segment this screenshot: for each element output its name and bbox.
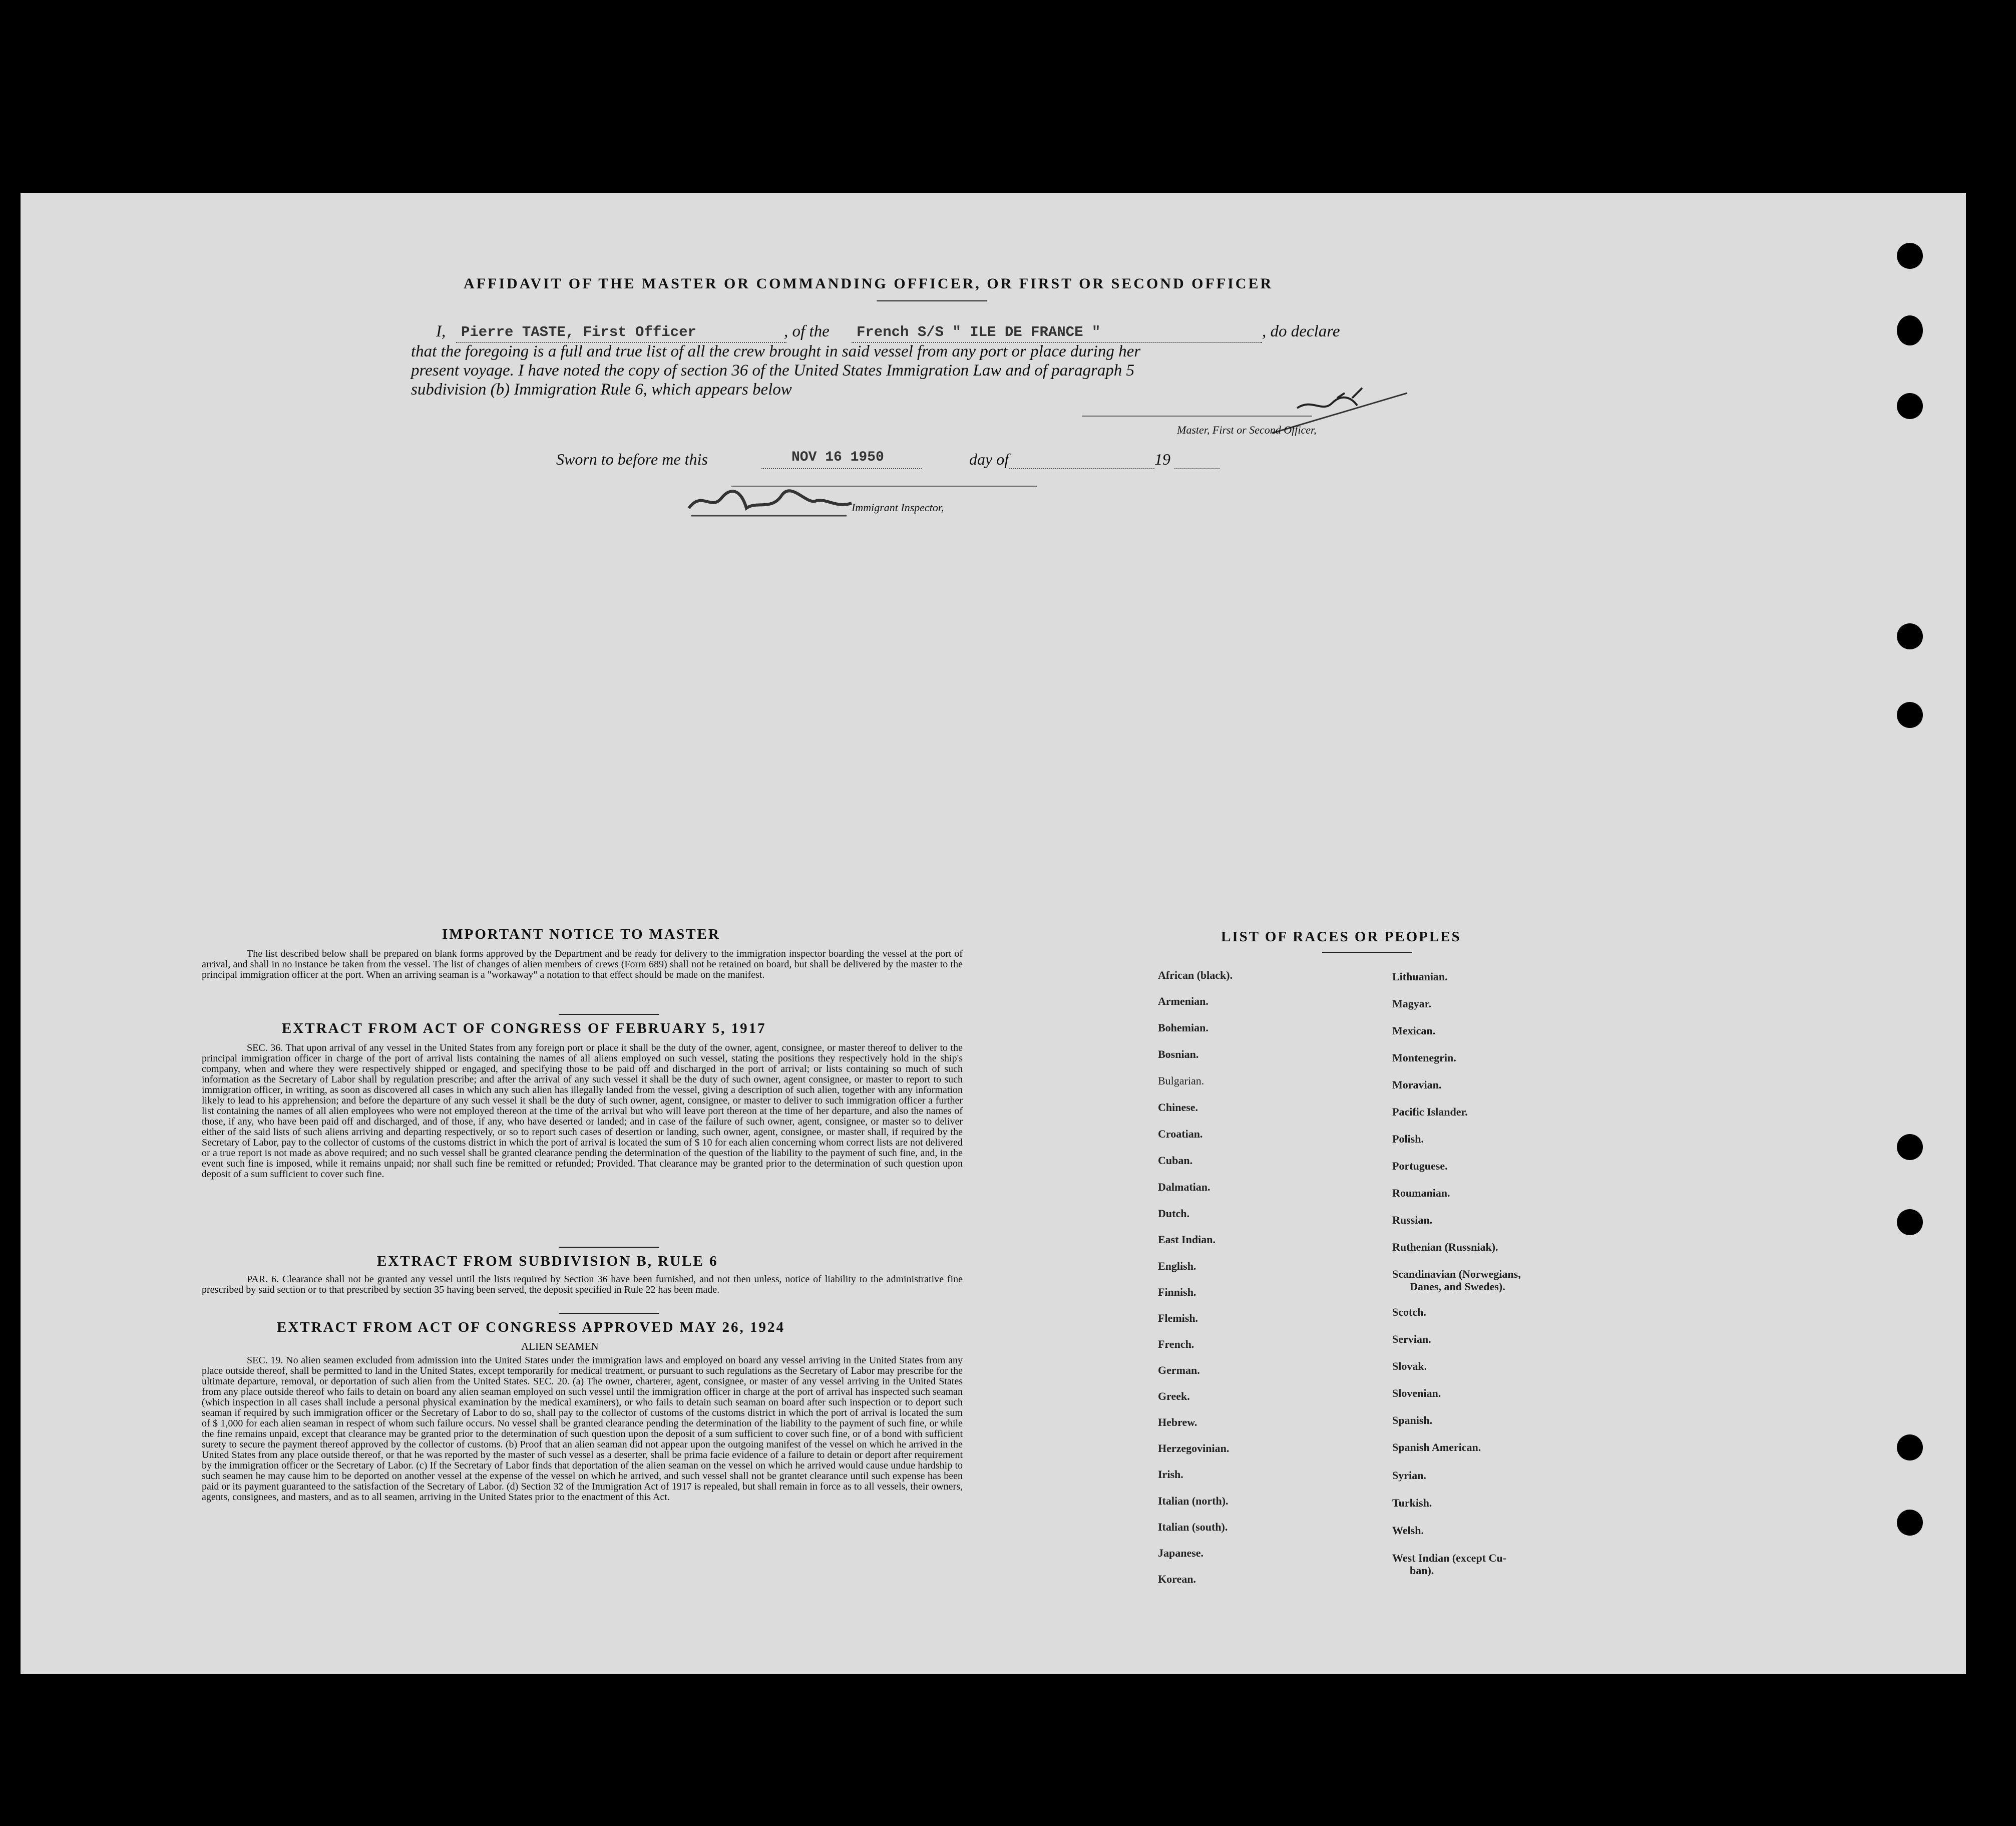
race-left: Dalmatian. xyxy=(1158,1181,1211,1193)
extract-1924-title: EXTRACT FROM ACT OF CONGRESS APPROVED MAY 26, 1924 xyxy=(277,1319,785,1335)
race-right: Scandinavian (Norwegians, xyxy=(1392,1268,1521,1280)
race-left: German. xyxy=(1158,1364,1200,1376)
officer-title: Master, First or Second Officer, xyxy=(1177,424,1317,436)
race-left: English. xyxy=(1158,1260,1196,1272)
race-right: Danes, and Swedes). xyxy=(1410,1280,1505,1293)
race-left: Armenian. xyxy=(1158,995,1208,1007)
race-right: Russian. xyxy=(1392,1214,1433,1226)
extract-1917-text: SEC. 36. That upon arrival of any vessel in the United States from any foreign port or place it shall be the duty of the owner, agent, consignee, or master thereof to deliver to the principal immigration officer in charge of the port of arrival lists containing the names of all aliens employed on such vessel, stating the positions they respectively hold in the ship's company, when and where they were respectively shipped or engaged, and specifying those to be paid off and discharged in the port of arrival; or lists containing so much of such information as the Secretary of Labor shall by regulation prescribe; and after the arrival of any such vessel it shall be the duty of such owner, agent consignee, or master to report to such immigration officer, in writing, as soon as discovered all cases in which any such alien has illegally landed from the vessel, giving a description of such alien, together with any information likely to lead to his apprehension; and before the departure of any such vessel it shall be the duty of such owner, agent, consignee, or master to deliver to such immigration officer a further list containing the names of all alien employees who were not employed thereon at the time of the arrival but who will leave port thereon at the time of her departure, and also the names of those, if any, who have been paid off and discharged, and of those, if any, who have deserted or landed; and in case of the failure of such owner, agent, consignee, or master so to deliver either of the said lists of such aliens arriving and departing respectively, or so to report such cases of desertion or landing, such owner, agent, consignee, or master shall, if required by the Secretary of Labor, pay to the collector of customs of the customs district in which the port of arrival is located the sum of $ 10 for each alien concerning whom correct lists are not delivered or a true report is not made as above required; and no such vessel shall be granted clearance pending the determination of the question of the liability to the payment of such fine, and, in the event such fine is imposed, while it remains unpaid; nor shall such fine be remitted or refunded; Provided. That clearance may be granted prior to the determination of such question upon deposit of a sum sufficient to cover such fine. xyxy=(202,1042,963,1180)
race-right: Ruthenian (Russniak). xyxy=(1392,1241,1498,1253)
race-left: Flemish. xyxy=(1158,1312,1198,1324)
race-right: Mexican. xyxy=(1392,1024,1436,1037)
punch-hole xyxy=(1897,243,1923,269)
race-left: Italian (north). xyxy=(1158,1495,1229,1507)
race-left: Korean. xyxy=(1158,1573,1196,1585)
race-left: Irish. xyxy=(1158,1468,1183,1481)
punch-hole xyxy=(1897,393,1923,419)
race-right: Slovenian. xyxy=(1392,1387,1441,1399)
rule6-text: PAR. 6. Clearance shall not be granted any vessel until the lists required by Section 36 have been furnished, and not then unless, notice of liability to the administrative fine prescribed by said section or to that prescribed by section 35 having been served, the deposit specified in Rule 22 has been made. xyxy=(202,1274,963,1295)
affidavit-title: AFFIDAVIT OF THE MASTER OR COMMANDING OFFICER, OR FIRST OR SECOND OFFICER xyxy=(464,275,1274,292)
vessel-name: French S/S " ILE DE FRANCE " xyxy=(857,324,1101,340)
punch-hole xyxy=(1897,315,1923,345)
punch-hole xyxy=(1897,1209,1923,1235)
punch-hole xyxy=(1897,702,1923,728)
race-left: Croatian. xyxy=(1158,1128,1203,1140)
race-right: ban). xyxy=(1410,1564,1434,1577)
race-right: Montenegrin. xyxy=(1392,1051,1456,1064)
notice-text: The list described below shall be prepared on blank forms approved by the Department and be ready for delivery to the immigration inspector boarding the vessel at the port of arrival, and shall in no instance be taken from the vessel. The list of changes of alien members of crews (Form 689) shall not be retained on board, but shall be delivered by the master to the principal immigration officer at the port. When an arriving seaman is a "workaway" a notation to that effect should be made on the manifest. xyxy=(202,948,963,980)
race-right: Welsh. xyxy=(1392,1524,1424,1537)
rule6-title: EXTRACT FROM SUBDIVISION B, RULE 6 xyxy=(377,1253,718,1269)
title-rule xyxy=(877,300,987,301)
punch-hole xyxy=(1897,623,1923,649)
race-left: French. xyxy=(1158,1338,1194,1350)
punch-hole xyxy=(1897,1434,1923,1460)
inspector-line xyxy=(731,486,1037,487)
affidavit-body-line2: present voyage. I have noted the copy of section 36 of the United States Immigration Law and of paragraph 5 xyxy=(411,361,1135,380)
race-right: Portuguese. xyxy=(1392,1160,1448,1172)
race-left: Bohemian. xyxy=(1158,1021,1208,1034)
inspector-label: Immigrant Inspector, xyxy=(852,501,944,514)
race-right: Polish. xyxy=(1392,1133,1424,1145)
extract-1924-subtitle: ALIEN SEAMEN xyxy=(521,1340,599,1352)
race-right: Spanish. xyxy=(1392,1414,1433,1426)
race-left: Chinese. xyxy=(1158,1101,1198,1114)
race-left: Cuban. xyxy=(1158,1154,1193,1167)
race-right: Lithuanian. xyxy=(1392,970,1448,983)
race-left: Bulgarian. xyxy=(1158,1074,1204,1087)
document-sheet xyxy=(21,193,1966,1674)
race-left: Bosnian. xyxy=(1158,1048,1199,1060)
race-right: Moravian. xyxy=(1392,1078,1442,1091)
race-right: Scotch. xyxy=(1392,1306,1426,1318)
sworn-label: Sworn to before me this xyxy=(556,450,708,468)
extract-1924-text: SEC. 19. No alien seamen excluded from admission into the United States under the immigration laws and employed on board any vessel arriving in the United States from any place outside thereof, shall be permitted to land in the United States, except temporarily for medical treatment, or pursuant to such regulations as the Secretary of Labor may prescribe for the ultimate departure, removal, or deportation of such alien from the United States. SEC. 20. (a) The owner, charterer, agent, consignee, or master of any vessel arriving in the United States from any place outside thereof who fails to detain on board any alien seaman employed on such vessel until the immigration officer in charge at the port of arrival has inspected such seaman (which inspection in all cases shall include a personal physical examination by the medical examiners), or who fails to detain such seaman on board after such inspection or to deport such seaman if required by such immigration officer or the Secretary of Labor to do so, shall pay to the collector of customs of the customs district in which the port of arrival is located the sum of $ 1,000 for each alien seaman in respect of whom such failure occurs. No vessel shall be granted clearance pending the determination of the liability to the payment of such fine, or while the fine remains unpaid, except that clearance may be granted prior to the determination of such question upon the deposit of a sum sufficient to cover such fine, or of a bond with sufficient surety to secure the payment thereof approved by the collector of customs. (b) Proof that an alien seaman did not appear upon the outgoing manifest of the vessel on which he arrived in the United States from any place outside thereof, or that he was reported by the master of such vessel as a deserter, shall be prima facie evidence of a failure to detain or deport after requirement by the immigration officer or the Secretary of Labor. (c) If the Secretary of Labor finds that deportation of the alien seaman on the vessel on which he arrived would cause undue hardship to such seamen he may cause him to be deported on another vessel at the expense of the vessel on which he arrived, and such vessel shall not be grantet clearance until such expense has been paid or its payment guaranteed to the satisfaction of the Secretary of Labor. (d) Section 32 of the Immigration Act of 1917 is repealed, but shall remain in force as to all vessels, their owners, agents, consignees, and masters, and as to all seamen, arriving in the United States prior to the enactment of this Act. xyxy=(202,1355,963,1503)
race-left: African (black). xyxy=(1158,969,1233,981)
sworn-date-line xyxy=(761,468,922,469)
year-prefix: 19 xyxy=(1154,450,1170,468)
extract-1917-title: EXTRACT FROM ACT OF CONGRESS OF FEBRUARY 5, 1917 xyxy=(282,1020,766,1036)
race-left: Italian (south). xyxy=(1158,1521,1228,1533)
inspector-signature xyxy=(686,481,867,526)
race-right: Roumanian. xyxy=(1392,1187,1450,1199)
race-right: Spanish American. xyxy=(1392,1441,1481,1453)
punch-hole xyxy=(1897,1134,1923,1160)
race-left: East Indian. xyxy=(1158,1233,1216,1246)
races-title: LIST OF RACES OR PEOPLES xyxy=(1221,929,1461,945)
do-declare-label: , do declare xyxy=(1262,322,1340,340)
race-right: Slovak. xyxy=(1392,1360,1427,1372)
race-right: West Indian (except Cu- xyxy=(1392,1552,1506,1564)
race-left: Finnish. xyxy=(1158,1286,1196,1298)
race-left: Dutch. xyxy=(1158,1207,1189,1220)
race-right: Turkish. xyxy=(1392,1497,1432,1509)
race-right: Magyar. xyxy=(1392,997,1432,1010)
races-title-rule xyxy=(1322,952,1412,953)
section-rule xyxy=(559,1313,659,1314)
sworn-date: NOV 16 1950 xyxy=(791,450,884,465)
race-right: Syrian. xyxy=(1392,1469,1426,1482)
race-left: Japanese. xyxy=(1158,1547,1204,1559)
punch-hole xyxy=(1897,1510,1923,1536)
year-line xyxy=(1174,468,1220,469)
i-label: I, xyxy=(436,322,446,340)
day-of-label: day of xyxy=(969,450,1009,468)
month-line xyxy=(1009,468,1154,469)
race-left: Herzegovinian. xyxy=(1158,1442,1230,1454)
race-left: Hebrew. xyxy=(1158,1416,1197,1428)
race-right: Servian. xyxy=(1392,1333,1431,1345)
race-right: Pacific Islander. xyxy=(1392,1106,1468,1118)
section-rule xyxy=(559,1014,659,1015)
of-the-label: , of the xyxy=(784,322,830,340)
notice-title: IMPORTANT NOTICE TO MASTER xyxy=(442,926,720,942)
affidavit-body-line1: that the foregoing is a full and true list of all the crew brought in said vessel from any port or place during her xyxy=(411,342,1141,360)
race-left: Greek. xyxy=(1158,1390,1190,1402)
affidavit-body-line3: subdivision (b) Immigration Rule 6, which appears below xyxy=(411,381,792,399)
officer-signature-line xyxy=(1082,416,1312,417)
officer-name: Pierre TASTE, First Officer xyxy=(461,324,696,340)
section-rule xyxy=(559,1247,659,1248)
